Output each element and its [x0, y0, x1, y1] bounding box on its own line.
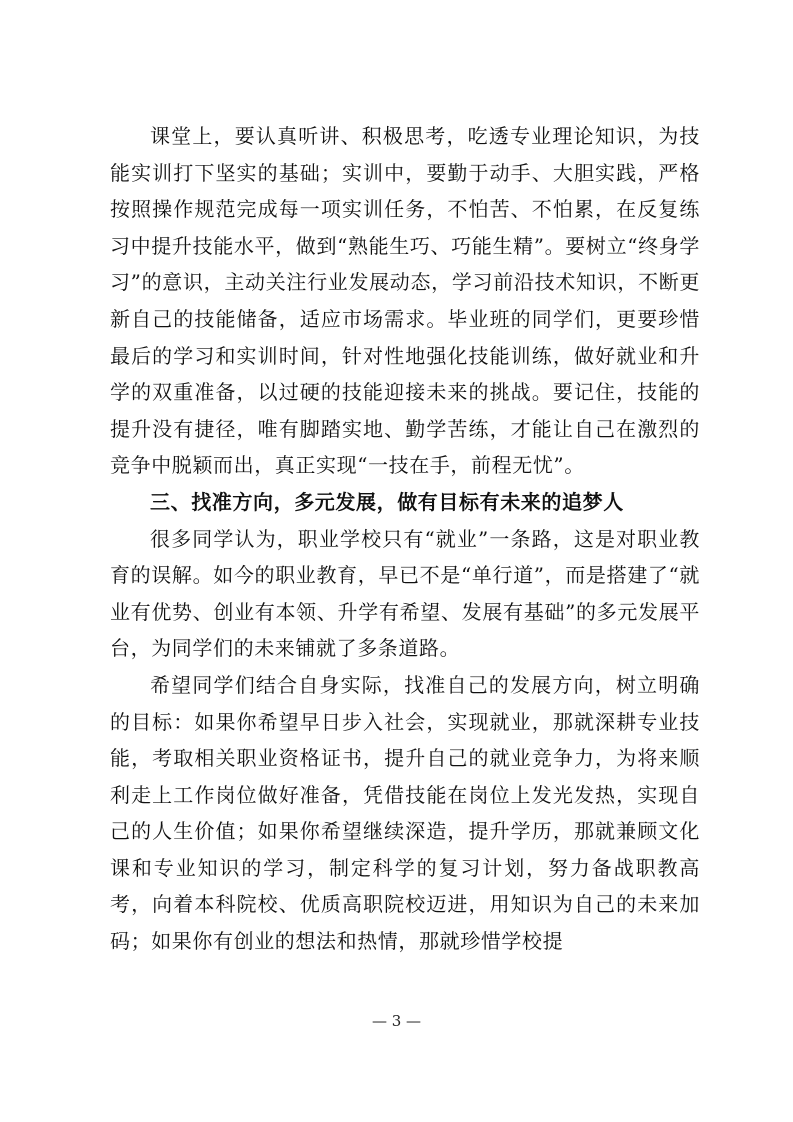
paragraph-find-direction: 希望同学们结合自身实际，找准自己的发展方向，树立明确的目标：如果你希望早日步入社会，实现就业，那就深耕专业技能，考取相关职业资格证书，提升自己的就业竞争力，为将来顺利走上工作岗位做好准备，凭借技能在岗位上发光发热，实现自己的人生价值；如果你希望继续深造，提升学历，那就兼顾文化课和专业知识的学习，制定科学的复习计划，努力备战职教高考，向着本科院校、优质高职院校迈进，用知识为自己的未来加码；如果你有创业的想法和热情，那就珍惜学校提	[110, 672, 700, 954]
paragraph-diverse-development: 很多同学认为，职业学校只有“就业”一条路，这是对职业教育的误解。如今的职业教育，早已不是“单行道”，而是搭建了“就业有优势、创业有本领、升学有希望、发展有基础”的多元发展平台，为同学们的未来铺就了多条道路。	[110, 526, 700, 661]
page-number: — 3 —	[371, 1012, 422, 1030]
document-body	[110, 118, 700, 960]
paragraph-skills-practice: 课堂上，要认真听讲、积极思考，吃透专业理论知识，为技能实训打下坚实的基础；实训中，要勤于动手、大胆实践，严格按照操作规范完成每一项实训任务，不怕苦、不怕累，在反复练习中提升技能水平，做到“熟能生巧、巧能生精”。要树立“终身学习”的意识，主动关注行业发展动态，学习前沿技术知识，不断更新自己的技能储备，适应市场需求。毕业班的同学们，更要珍惜最后的学习和实训时间，针对性地强化技能训练，做好就业和升学的双重准备，以过硬的技能迎接未来的挑战。要记住，技能的提升没有捷径，唯有脚踏实地、勤学苦练，才能让自己在激烈的竞争中脱颖而出，真正实现“一技在手，前程无忧”。	[110, 124, 700, 478]
section-heading: 三、找准方向，多元发展，做有目标有未来的追梦人	[150, 489, 624, 514]
